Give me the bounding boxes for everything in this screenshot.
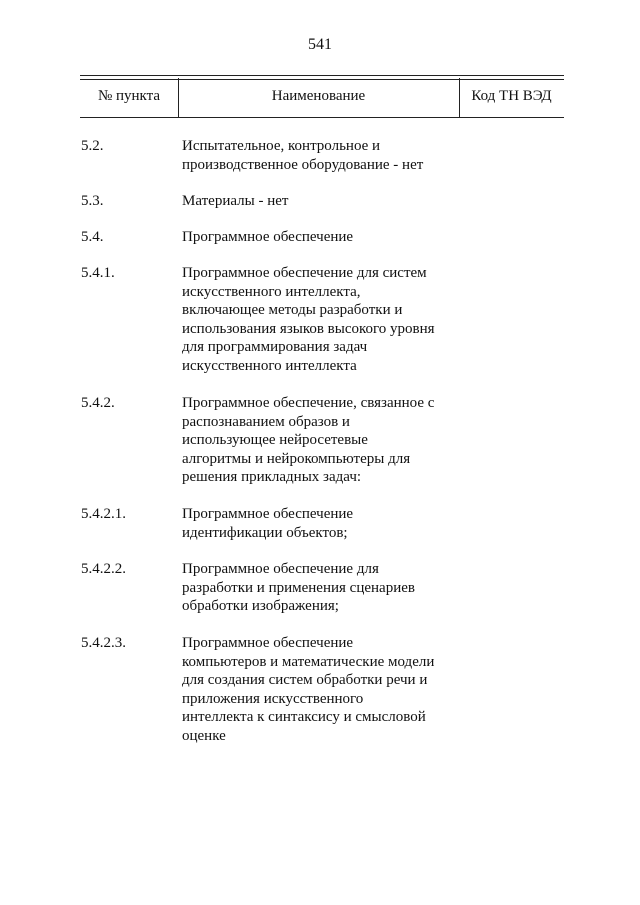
item-name: Программное обеспечение компьютеров и математические модели для создания систем обработки речи и приложения искусственного интеллекта к синтаксису и смысловой оценке [182, 635, 435, 744]
item-name: Программное обеспечение, связанное с распознаванием образов и использующее нейросетевые алгоритмы и нейрокомпьютеры для решения прикладных задач: [182, 395, 435, 485]
item-name: Программное обеспечение [182, 229, 354, 245]
item-name: Программное обеспечение идентификации объектов; [182, 506, 354, 541]
header-item-number: № пункта [97, 88, 161, 104]
item-name: Программное обеспечение для систем искусственного интеллекта, включающее методы разработки и использования языков высокого уровня для программирования задач искусственного интеллекта [182, 265, 435, 374]
table-header-bottom-rule [80, 117, 564, 118]
item-name: Программное обеспечение для разработки и применения сценариев обработки изображения; [182, 561, 415, 614]
table-top-rule-double [80, 79, 564, 80]
header-item-code: Код ТН ВЭД [471, 88, 552, 104]
item-number: 5.2. [81, 138, 104, 154]
item-number: 5.3. [81, 193, 104, 209]
item-number: 5.4.2.2. [81, 561, 126, 577]
table-top-rule [80, 75, 564, 76]
item-number: 5.4.1. [81, 265, 115, 281]
item-name: Материалы - нет [182, 193, 289, 209]
page-number: 541 [308, 36, 332, 53]
item-name: Испытательное, контрольное и производственное оборудование - нет [182, 138, 424, 173]
header-item-name: Наименование [271, 88, 366, 104]
item-number: 5.4. [81, 229, 104, 245]
item-number: 5.4.2. [81, 395, 115, 411]
item-number: 5.4.2.1. [81, 506, 126, 522]
item-number: 5.4.2.3. [81, 635, 126, 651]
